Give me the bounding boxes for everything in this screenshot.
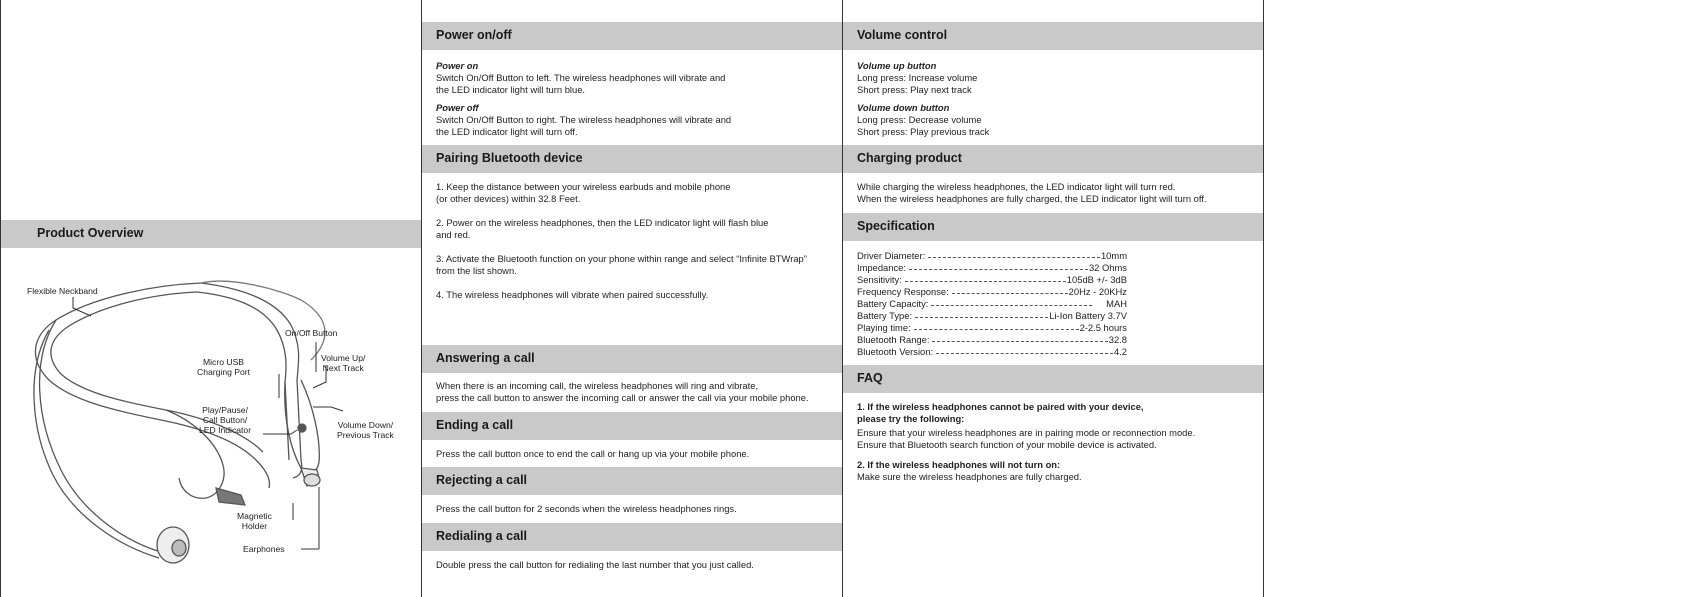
charging-header xyxy=(843,145,1263,173)
power-title: Power on/off xyxy=(436,28,512,42)
power-header xyxy=(422,22,842,50)
spec-label: Impedance: xyxy=(857,262,906,273)
spec-title: Specification xyxy=(857,219,935,233)
specs-panel xyxy=(843,0,1263,597)
rejecting-text: Press the call button for 2 seconds when the wireless headphones rings. xyxy=(436,503,737,514)
volume-up-text: Long press: Increase volume Short press: Play next track xyxy=(857,72,978,95)
spec-label: Frequency Response: xyxy=(857,286,949,297)
spec-label: Sensitivity: xyxy=(857,274,902,285)
spec-row xyxy=(857,310,1127,322)
faq-title: FAQ xyxy=(857,371,883,385)
faq-answer-2: Make sure the wireless headphones are fully charged. xyxy=(857,471,1082,482)
faq-answer-1: Ensure that your wireless headphones are in pairing mode or reconnection mode. Ensure that Bluetooth search function of your mobile device is activated. xyxy=(857,427,1196,450)
spec-table xyxy=(857,250,1127,358)
label-volume-up: Volume Up/ Next Track xyxy=(321,353,366,373)
spec-row xyxy=(857,262,1127,274)
redialing-header xyxy=(422,523,842,551)
spec-label: Battery Capacity: xyxy=(857,298,929,309)
answering-header xyxy=(422,345,842,373)
product-overview-panel xyxy=(1,0,421,597)
instructions-panel xyxy=(422,0,842,597)
ending-title: Ending a call xyxy=(436,418,514,432)
power-off-title: Power off xyxy=(436,102,479,113)
spec-row xyxy=(857,250,1127,262)
pairing-title: Pairing Bluetooth device xyxy=(436,151,583,165)
label-flexible-neckband: Flexible Neckband xyxy=(27,286,98,296)
pairing-step-2: 2. Power on the wireless headphones, then the LED indicator light will flash blue and red. xyxy=(436,217,769,240)
spec-value: Li-Ion Battery 3.7V xyxy=(1049,310,1127,321)
spec-value: 4.2 xyxy=(1113,346,1127,357)
spec-row xyxy=(857,334,1127,346)
spec-row xyxy=(857,286,1127,298)
spec-label: Bluetooth Version: xyxy=(857,346,934,357)
spec-value: 2-2.5 hours xyxy=(1079,322,1127,333)
spec-row xyxy=(857,274,1127,286)
label-play-pause: Play/Pause/ Call Button/ LED Indicator xyxy=(199,405,252,435)
spec-label: Bluetooth Range: xyxy=(857,334,930,345)
volume-title: Volume control xyxy=(857,28,948,42)
spec-value: MAH xyxy=(1093,298,1127,309)
spec-value: 32.8 xyxy=(1108,334,1127,345)
redialing-title: Redialing a call xyxy=(436,529,528,543)
ending-header xyxy=(422,412,842,440)
spec-value: 10mm xyxy=(1100,250,1127,261)
spec-label: Playing time: xyxy=(857,322,911,333)
volume-header xyxy=(843,22,1263,50)
rejecting-header xyxy=(422,467,842,495)
power-on-title: Power on xyxy=(436,60,479,71)
product-overview-title: Product Overview xyxy=(37,226,144,240)
spec-value: 32 Ohms xyxy=(1088,262,1127,273)
power-on-text: Switch On/Off Button to left. The wireless headphones will vibrate and the LED indicator light will turn blue. xyxy=(436,72,726,95)
ending-text: Press the call button once to end the call or hang up via your mobile phone. xyxy=(436,448,750,459)
label-volume-down: Volume Down/ Previous Track xyxy=(337,420,394,440)
answering-text: When there is an incoming call, the wireless headphones will ring and vibrate, press the call button to answer the incoming call or answer the call via your mobile phone. xyxy=(436,380,809,403)
pairing-header xyxy=(422,145,842,173)
faq-question-1: 1. If the wireless headphones cannot be paired with your device, please try the following: xyxy=(857,401,1144,424)
faq-header xyxy=(843,365,1263,393)
label-on-off-button: On/Off Button xyxy=(285,328,338,338)
spec-header xyxy=(843,213,1263,241)
spec-label: Driver Diameter: xyxy=(857,250,926,261)
answering-title: Answering a call xyxy=(436,351,535,365)
blank-panel xyxy=(1264,0,1685,597)
spec-value: 105dB +/- 3dB xyxy=(1066,274,1127,285)
charging-text: While charging the wireless headphones, the LED indicator light will turn red. When the wireless headphones are fully charged, the LED indicator light will turn off. xyxy=(857,181,1207,204)
volume-down-text: Long press: Decrease volume Short press: Play previous track xyxy=(857,114,990,137)
volume-down-title: Volume down button xyxy=(857,102,950,113)
label-micro-usb: Micro USB Charging Port xyxy=(197,357,251,377)
faq-question-2: 2. If the wireless headphones will not turn on: xyxy=(857,459,1061,470)
pairing-step-4: 4. The wireless headphones will vibrate when paired successfully. xyxy=(436,289,709,300)
power-off-text: Switch On/Off Button to right. The wireless headphones will vibrate and the LED indicator light will turn off. xyxy=(436,114,732,137)
redialing-text: Double press the call button for redialing the last number that you just called. xyxy=(436,559,754,570)
pairing-step-1: 1. Keep the distance between your wireless earbuds and mobile phone (or other devices) within 32.8 Feet. xyxy=(436,181,731,204)
charging-title: Charging product xyxy=(857,151,962,165)
label-earphones: Earphones xyxy=(243,544,285,554)
volume-up-title: Volume up button xyxy=(857,60,937,71)
rejecting-title: Rejecting a call xyxy=(436,473,528,487)
spec-row xyxy=(857,322,1127,334)
pairing-step-3: 3. Activate the Bluetooth function on your phone within range and select “Infinite BTWrap” from the list shown. xyxy=(436,253,807,276)
label-magnetic-holder: Magnetic Holder xyxy=(237,511,272,531)
spec-label: Battery Type: xyxy=(857,310,913,321)
headphones-illustration xyxy=(1,0,421,597)
spec-value: 20Hz - 20KHz xyxy=(1068,286,1127,297)
spec-row xyxy=(857,298,1127,310)
spec-row xyxy=(857,346,1127,358)
